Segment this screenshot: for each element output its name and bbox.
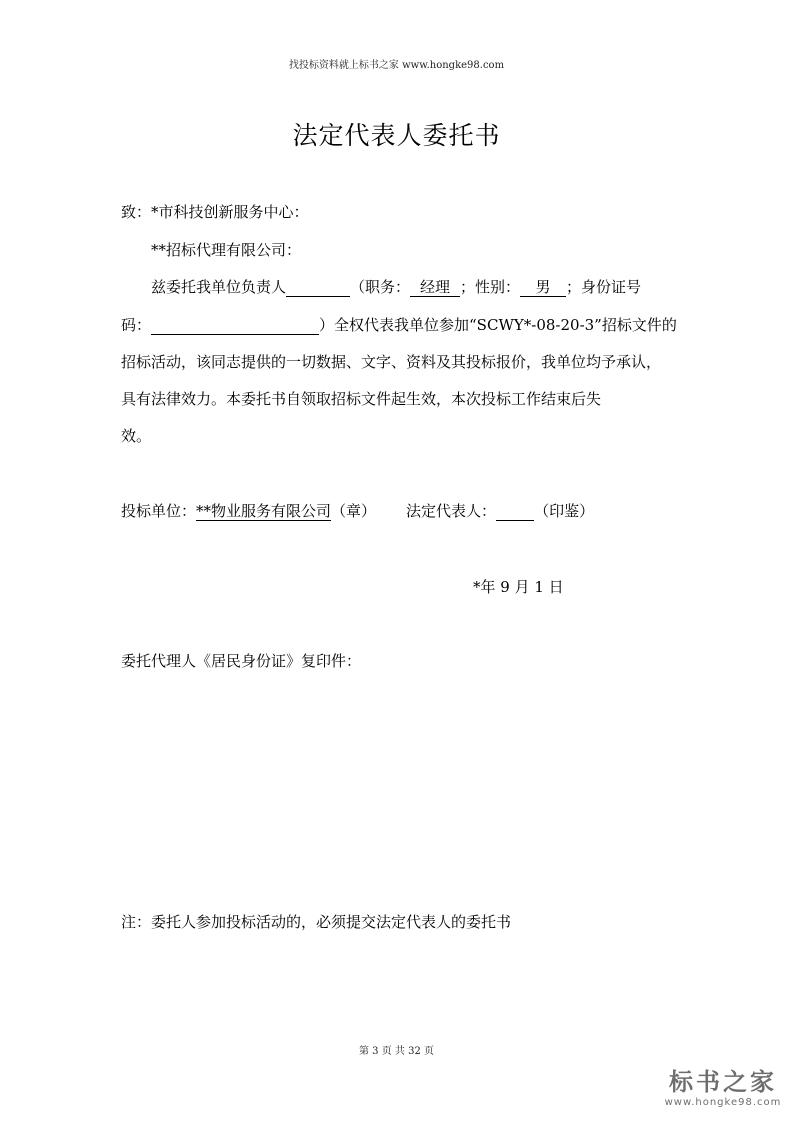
bidder-label: 投标单位： (121, 502, 197, 520)
recipient-line-1: 致：*市科技创新服务中心： (121, 203, 309, 221)
id-copy-label: 委托代理人《居民身份证》复印件： (121, 652, 362, 670)
note: 注：委托人参加投标活动的，必须提交法定代表人的委托书 (121, 913, 512, 931)
bidder-name: **物业服务有限公司 (196, 502, 332, 520)
legal-rep-blank (496, 502, 534, 521)
paragraph-line-4: 具有法律效力。本委托书自领取招标文件起生效，本次投标工作结束后失 (121, 390, 602, 408)
seal-note: （章） (331, 502, 377, 520)
brand-logo (658, 1068, 788, 1110)
logo-name: 标书之家 (669, 1068, 777, 1096)
role-label: （职务： (350, 278, 411, 296)
page-header: 找投标资料就上标书之家 www.hongke98.com (288, 60, 505, 71)
gender-value: 男 (520, 278, 566, 297)
paragraph-line-2-text: ）全权代表我单位参加“SCWY*-08-20-3”招标文件的 (319, 316, 677, 334)
paragraph-line-1 (151, 277, 641, 297)
rep-seal-note: （印鉴） (534, 502, 595, 520)
date: *年 9 月 1 日 (473, 578, 564, 596)
recipient-line-2: **招标代理有限公司： (151, 241, 302, 259)
logo-url: www.hongke98.com (664, 1097, 782, 1108)
gender-label: ；性别： (460, 278, 521, 296)
delegate-intro: 兹委托我单位负责人 (151, 278, 287, 296)
document-title: 法定代表人委托书 (292, 121, 501, 150)
id-number-label: ；身份证号 (566, 278, 642, 296)
paragraph-line-3: 招标活动，该同志提供的一切数据、文字、资料及其投标报价，我单位均予承认， (121, 353, 662, 371)
id-number-blank (151, 316, 319, 335)
id-number-label-cont: 码： (121, 316, 152, 334)
legal-rep-label: 法定代表人： (406, 502, 497, 520)
principal-name-blank (286, 278, 350, 297)
paragraph-line-2 (121, 315, 677, 335)
signature-line (121, 501, 594, 521)
paragraph-line-5: 效。 (121, 427, 152, 445)
page-number: 第 3 页 共 32 页 (359, 1046, 434, 1057)
role-value: 经理 (410, 278, 460, 297)
